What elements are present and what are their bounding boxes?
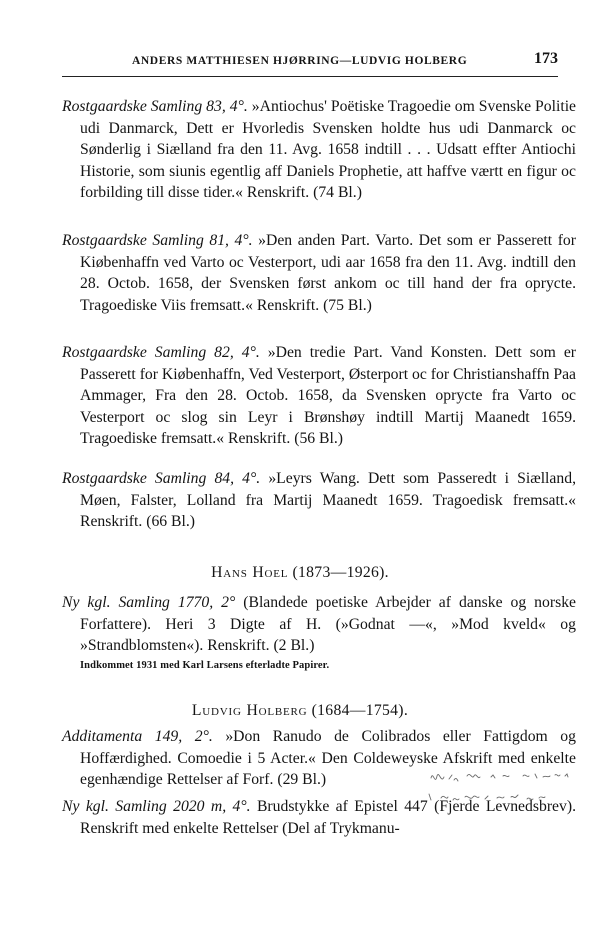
acquisition-note: Indkommet 1931 med Karl Larsens efterladte Papirer. [80, 659, 330, 671]
entry-description: »Antiochus' Poëtiske Tragoedie om Svenske Politie udi Danmarck, Dett er Hvorledis Svensken holdte hus udi Danmarck oc Sønderlig i Siælland fra den 11. Avg. 1658 indtill . . . Udsatt effter Antiochi Historie, som siunis egentlig aff Daniels Prophetie, att haffve værtt en figur oc forbilding till disse tider.« Renskrift. (74 Bl.) [80, 98, 577, 202]
running-head [62, 46, 558, 77]
author-name: Ludvig Holberg [191, 702, 308, 719]
entry-description: »Leyrs Wang. Dett som Passeredt i Siælland, Møen, Falster, Lolland fra Martij Maanedt 1659. Tragoedisk fremsatt.« Renskrift. (66 Bl.) [80, 470, 576, 531]
entry-description: »Den anden Part. Varto. Det som er Passerett for Kiøbenhaffn ved Varto oc Vesterport, udi aar 1658 fra den 11. Avg. indtill den 28. Octob. 1658, der Svensken først ankom oc till hand der fra oprycte. Tragoediske Viis fremsatt.« Renskrift. (75 Bl.) [80, 232, 577, 314]
entry-description: Brudstykke af Epistel 447 (Fjerde Levnedsbrev). Renskrift med enkelte Rettelser (Del af Trykmanu- [80, 798, 576, 837]
entry-description: »Don Ranudo de Colibrados eller Fattigdom og Hoffærdighed. Comoedie i 5 Acter.« Den Coldeweyske Afskrift med enkelte egenhændige Rettelser af Forf. (29 Bl.) [80, 728, 576, 789]
entry-description: »Den tredie Part. Vand Konsten. Dett som er Passerett for Kiøbenhaffn, Ved Vesterport, Østerport oc for Christianshaffn Paa Ammager, Fra den 28. Octob. 1658, da Svensken oprycte fra Varto oc Vesterport oc slog sin Leyr i Brønshøy indtill Martij Maanedt 1659. Tragoediske fremsatt.« Renskrift. (56 Bl.) [80, 344, 577, 448]
catalog-entry [62, 468, 576, 533]
catalog-entry [62, 592, 576, 675]
entry-reference: Rostgaardske Samling 81, 4°. [62, 232, 253, 249]
page-number: 173 [534, 50, 558, 67]
catalog-entry [62, 796, 576, 839]
entry-reference: Additamenta 149, 2°. [62, 728, 213, 745]
section-heading-holberg [0, 700, 600, 722]
running-title: ANDERS MATTHIESEN HJØRRING—LUDVIG HOLBERG [132, 55, 468, 67]
author-dates: (1873—1926). [292, 564, 389, 581]
section-heading-hoel [0, 562, 600, 584]
entry-reference: Ny kgl. Samling 1770, 2° [62, 594, 236, 611]
catalog-entry [62, 342, 576, 450]
entry-reference: Rostgaardske Samling 84, 4°. [62, 470, 261, 487]
author-name: Hans Hoel [211, 564, 289, 581]
entry-description: (Blandede poetiske Arbejder af danske og norske Forfattere). Heri 3 Digte af H. (»Godnat —«, »Mod kveld« og »Strandblomsten«). Renskrift. (2 Bl.) [80, 594, 577, 655]
entry-reference: Rostgaardske Samling 83, 4°. [62, 98, 248, 115]
author-dates: (1684—1754). [311, 702, 409, 719]
catalog-entry [62, 96, 576, 204]
catalog-entry [62, 230, 576, 316]
entry-reference: Rostgaardske Samling 82, 4°. [62, 344, 260, 361]
entry-reference: Ny kgl. Samling 2020 m, 4°. [62, 798, 251, 815]
